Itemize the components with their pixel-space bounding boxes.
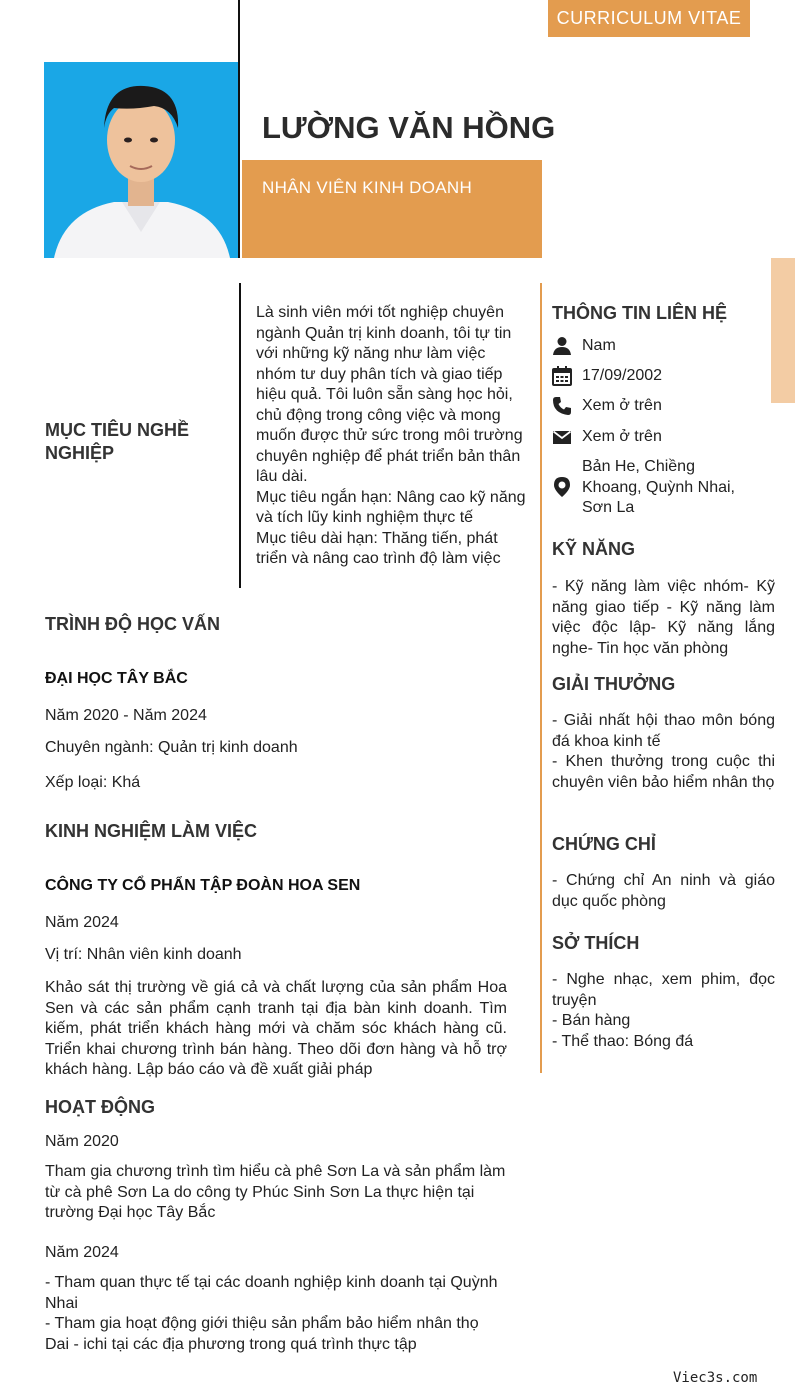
activities-heading: HOẠT ĐỘNG — [45, 1097, 155, 1117]
certificate-item: - Chứng chỉ An ninh và giáo dục quốc phòng — [552, 872, 775, 910]
contact-address — [552, 457, 752, 519]
education-major: Chuyên ngành: Quản trị kinh doanh — [45, 739, 298, 756]
objective-paragraph: Là sinh viên mới tốt nghiệp chuyên ngành Quản trị kinh doanh, tôi tự tin với những kỹ năng như làm việc nhóm tư duy phân tích và giao tiếp hiệu quả. Tôi luôn sẵn sàng học hỏi, chủ động trong công việc và mong muốn được thử sức trong môi trường chuyên nghiệp để phát triển bản thân lâu dài. — [256, 304, 523, 485]
profile-photo — [44, 62, 238, 258]
footer-brand: Viec3s.com — [673, 1370, 758, 1386]
education-heading: TRÌNH ĐỘ HỌC VẤN — [45, 614, 220, 634]
job-title-banner — [242, 160, 542, 258]
calendar-icon — [552, 366, 572, 386]
activity-year: Năm 2020 — [45, 1133, 119, 1150]
job-title: NHÂN VIÊN KINH DOANH — [262, 178, 473, 197]
objective-long-term: Mục tiêu dài hạn: Thăng tiến, phát triển và nâng cao trình độ làm việc — [256, 529, 501, 567]
birthday-value: 17/09/2002 — [582, 367, 663, 384]
experience-position: Vị trí: Nhân viên kinh doanh — [45, 946, 242, 963]
gender-value: Nam — [582, 337, 616, 354]
avatar — [44, 62, 238, 258]
education-period: Năm 2020 - Năm 2024 — [45, 707, 207, 724]
education-school: ĐẠI HỌC TÂY BẮC — [45, 670, 188, 687]
objective-divider — [239, 283, 241, 588]
side-accent-tab — [771, 258, 795, 403]
activity-description: Tham gia chương trình tìm hiểu cà phê Sơn La và sản phẩm làm từ cà phê Sơn La do công ty Phúc Sinh Sơn La thực hiện tại trường Đại học Tây Bắc — [45, 1163, 506, 1221]
experience-company: CÔNG TY CỔ PHẨN TẬP ĐOÀN HOA SEN — [45, 877, 361, 894]
person-icon — [552, 336, 572, 356]
objective-short-term: Mục tiêu ngắn hạn: Nâng cao kỹ năng và tích lũy kinh nghiệm thực tế — [256, 488, 526, 526]
skills-text: - Kỹ năng làm việc nhóm- Kỹ năng giao tiếp - Kỹ năng làm việc độc lập- Kỹ năng lắng nghe- Tin học văn phòng — [552, 578, 775, 657]
education-grade: Xếp loại: Khá — [45, 774, 141, 791]
cv-label: CURRICULUM VITAE — [548, 0, 750, 37]
hobbies-heading: SỞ THÍCH — [552, 933, 640, 953]
award-item: - Giải nhất hội thao môn bóng đá khoa kinh tế — [552, 712, 775, 750]
email-value: Xem ở trên — [582, 428, 662, 445]
phone-icon — [552, 396, 572, 416]
hobby-item: - Thể thao: Bóng đá — [552, 1032, 694, 1050]
activity-line: - Tham gia hoạt động giới thiệu sản phẩm bảo hiểm nhân thọ Dai - ichi tại các địa phương trong quá trình thực tập — [45, 1315, 479, 1353]
activity-description — [45, 1273, 507, 1355]
contact-phone — [552, 396, 662, 417]
award-item: - Khen thưởng trong cuộc thi chuyên viên bảo hiểm nhân thọ — [552, 753, 775, 791]
certificates-heading: CHỨNG CHỈ — [552, 834, 656, 854]
experience-year: Năm 2024 — [45, 914, 119, 931]
objective-text — [256, 303, 526, 570]
experience-heading: KINH NGHIỆM LÀM VIỆC — [45, 821, 258, 841]
certificates-list — [552, 871, 775, 912]
right-column-divider — [540, 283, 542, 1073]
header-divider — [238, 0, 240, 258]
hobbies-list — [552, 970, 775, 1052]
experience-description: Khảo sát thị trường về giá cả và chất lượng của sản phẩm Hoa Sen và các sản phẩm cạnh tranh tại địa bàn kinh doanh. Tìm kiếm, phát triển khách hàng mới và chăm sóc khách hàng cũ. Triển khai chương trình bán hàng. Theo dõi đơn hàng và hỗ trợ khách hàng. Lập báo cáo và đề xuất giải pháp — [45, 979, 507, 1078]
skills-heading: KỸ NĂNG — [552, 539, 636, 559]
hobby-item: - Bán hàng — [552, 1012, 631, 1029]
candidate-name: LƯỜNG VĂN HỒNG — [262, 110, 556, 145]
awards-heading: GIẢI THƯỞNG — [552, 674, 676, 694]
contact-email — [552, 427, 662, 448]
activity-line: - Tham quan thực tế tại các doanh nghiệp kinh doanh tại Quỳnh Nhai — [45, 1274, 498, 1312]
mail-icon — [552, 427, 572, 447]
hobby-item: - Nghe nhạc, xem phim, đọc truyện — [552, 971, 775, 1009]
contact-gender — [552, 336, 616, 357]
address-value: Bản He, Chiềng Khoang, Quỳnh Nhai, Sơn La — [582, 458, 735, 516]
contact-birthday — [552, 366, 662, 387]
objective-heading: MỤC TIÊU NGHỀ NGHIỆP — [45, 420, 189, 463]
awards-list — [552, 711, 775, 793]
location-pin-icon — [552, 477, 572, 497]
phone-value: Xem ở trên — [582, 397, 662, 414]
contact-heading: THÔNG TIN LIÊN HỆ — [552, 303, 727, 323]
activity-year: Năm 2024 — [45, 1244, 119, 1261]
